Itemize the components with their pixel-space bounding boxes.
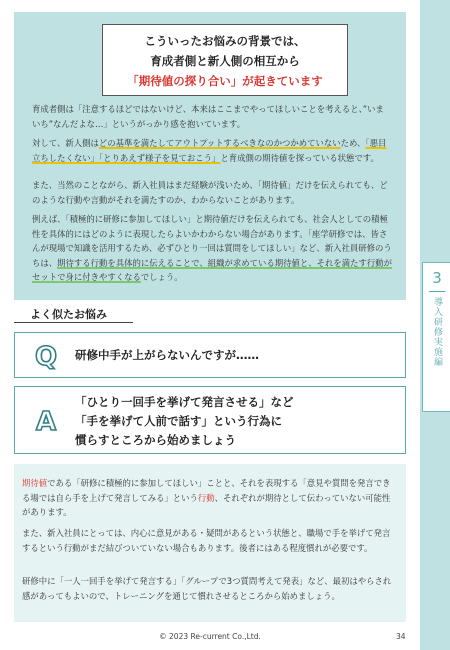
p2-underline-quotes: 「悪目立ちしたくない」「とりあえず様子を見ておこう」 xyxy=(32,138,387,163)
answer-line-3: 慣らすところから始めましょう xyxy=(75,433,236,447)
svg-text:A: A xyxy=(35,407,57,435)
paragraph-expectation-action xyxy=(22,476,394,520)
headline-line-1: こういったお悩みの背景では、 xyxy=(144,34,306,48)
chapter-tab[interactable] xyxy=(422,262,450,412)
chapter-label: 導入研修実施編 xyxy=(432,297,442,367)
headline-box xyxy=(102,24,348,96)
p2-underline-standard: どの基準を満たしてアウトプットするべきなのかつかめていない xyxy=(98,138,341,148)
answer-line-1: 「ひとり一回手を挙げて発言させる」など xyxy=(75,395,294,409)
page-number: 34 xyxy=(396,632,406,641)
copyright: © 2023 Re-current Co.,Ltd. xyxy=(159,632,261,641)
q-icon xyxy=(33,342,59,370)
p4-text-a: 例えば、「積極的に研修に参加してほしい」と期待値だけを伝えられても、社会人としての積極性を具体的にはどのように表現したらよいかわからない場合があります。「座学研修では、皆さんが現場で知識を活用するため、必ずひとり一回は質問をしてほしい」など、新入社員研修のうちは、 xyxy=(32,214,392,268)
similar-title-rule xyxy=(14,322,133,323)
paragraph-habituation: また、新入社員にとっては、内心に意見がある・疑問があるという状態と、職場で手を挙げて発言するという行動がまだ結びついていない場合もあります。後者にはある程度慣れが必要です。 xyxy=(22,528,391,553)
answer-explanation-panel xyxy=(14,464,406,622)
similar-worries-title: よく似たお悩み xyxy=(30,308,107,321)
background-explanation-panel xyxy=(14,12,406,300)
p2-text-f: と育成側の期待値を探っている状態です。 xyxy=(220,152,379,163)
headline-highlight: 期待値の探り合い xyxy=(138,74,231,88)
p4-underline-behavior: 期待する行動を具体的に伝えることで、組織が求めている期待値と、それを満たす行動がセットで身に付きやすくなる xyxy=(32,257,392,282)
a-icon xyxy=(33,407,59,435)
p2-text-a: 対して、新人側 xyxy=(32,138,91,148)
bp1-expectation: 期待値 xyxy=(22,478,48,488)
answer-line-2: 「手を挙げて人前で話す」という行為に xyxy=(75,414,282,428)
p4-text-c: でしょう。 xyxy=(140,272,183,282)
headline-bracket-open: 「 xyxy=(127,74,139,88)
bp1-text-b: である「研修に積極的に参加してほしい」ことと、それを表現する「意見や質問を発言できる場では自ら手を上げて発言してみる」という xyxy=(22,478,391,503)
headline-bracket-close: 」が起きています xyxy=(230,74,323,88)
chapter-divider xyxy=(429,291,445,292)
chapter-number: 3 xyxy=(432,269,442,287)
answer-box xyxy=(14,386,406,454)
bp1-text-d: 、それぞれが期待として伝わっていない可能性があります。 xyxy=(22,492,391,517)
p2-text-b: は xyxy=(90,138,99,148)
paragraph-trainer-side: 育成者側は「注意するほどではないけど、本来はここまでやってほしいことを考えると、”いまいち”なんだよな…」というがっかり感を抱いています。 xyxy=(32,104,384,129)
paragraph-example xyxy=(32,212,392,285)
headline-line-3 xyxy=(103,71,347,91)
question-box xyxy=(14,332,406,378)
paragraph-newcomer-side xyxy=(32,136,392,165)
paragraph-training-advice: 研修中に「一人一回手を挙げて発言する」「グループで3つ質問考えて発表」など、最初はやらされ感があってもよいので、トレーニングを通じて慣れさせるところから始めましょう。 xyxy=(22,576,392,601)
p2-text-d: ため、 xyxy=(340,138,366,148)
paragraph-experience: また、当然のことながら、新入社員はまだ経験が浅いため、「期待値」だけを伝えられても、どのような行動や言動がそれを満たすのか、わからないことがあります。 xyxy=(32,180,388,205)
headline-line-2: 育成者側と新人側の相互から xyxy=(150,54,300,68)
question-text: 研修中手が上がらないんですが…… xyxy=(75,348,259,362)
svg-text:Q: Q xyxy=(34,342,58,370)
answer-text xyxy=(75,393,294,450)
bp1-action: 行動 xyxy=(197,492,215,503)
